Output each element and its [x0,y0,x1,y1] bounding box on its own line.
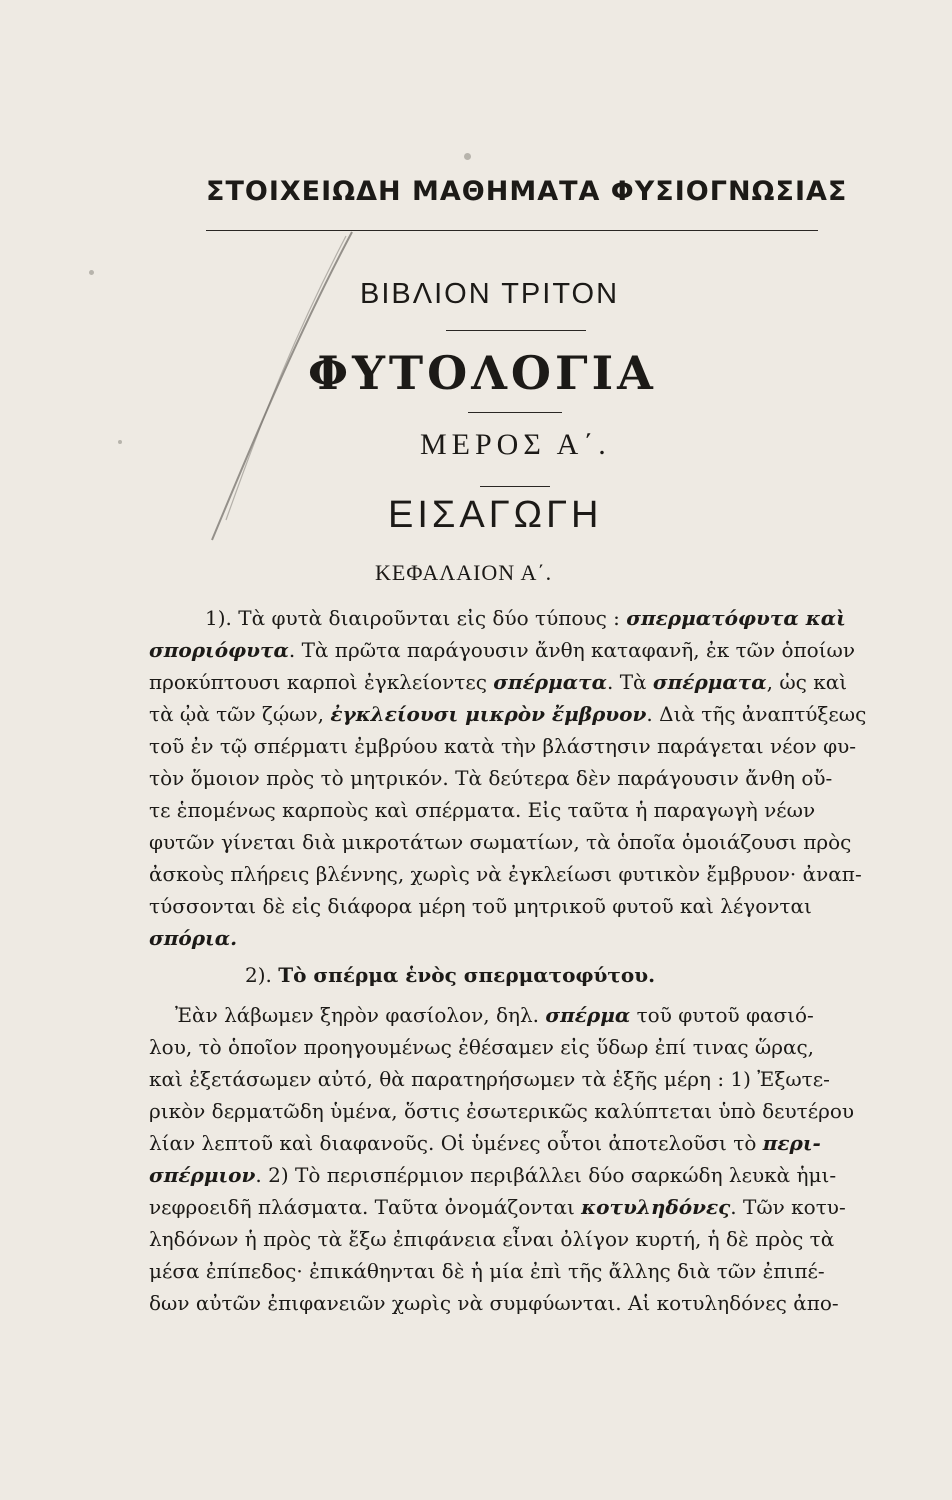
text-line: τύσσονται δὲ εἰς διάφορα μέρη τοῦ μητρικοῦ φυτοῦ καὶ λέγονται [149,894,812,918]
series-title: ΣΤΟΙΧΕΙΩΔΗ ΜΑΘΗΜΑΤΑ ΦΥΣΙΟΓΝΩΣΙΑΣ [206,176,848,207]
text-run: λίαν λεπτοῦ καὶ διαφανοῦς. Οἱ ὑμένες οὗτοι ἀποτελοῦσι τὸ [149,1131,763,1155]
text-run: προκύπτουσι καρποὶ ἐγκλείοντες [149,670,494,694]
text-line: καὶ ἐξετάσωμεν αὐτό, θὰ παρατηρήσωμεν τὰ ἑξῆς μέρη : 1) Ἐξωτε- [149,1067,830,1091]
text-run: Ἐὰν λάβωμεν ξηρὸν φασίολον, δηλ. [175,1003,546,1027]
book-number: ΒΙΒΛΙΟΝ ΤΡΙΤΟΝ [360,278,620,310]
text-run: . 2) Τὸ περισπέρμιον περιβάλλει δύο σαρκώδη λευκὰ ἡμι- [255,1163,837,1187]
term: σπέρματα [493,670,607,694]
text-line [149,1128,905,1158]
title-rule [206,230,818,231]
paper-spot [118,440,122,444]
text-line: δων αὐτῶν ἐπιφανειῶν χωρὶς νὰ συμφύωνται. Αἱ κοτυληδόνες ἀπο- [149,1291,839,1315]
chapter-heading: ΚΕΦΑΛΑΙΟΝ Α΄. [375,560,553,585]
divider [480,486,550,487]
text-line: τε ἑπομένως καρποὺς καὶ σπέρματα. Εἰς ταῦτα ἡ παραγωγὴ νέων [149,798,816,822]
text-line: τοῦ ἐν τῷ σπέρματι ἐμβρύου κατὰ τὴν βλάστησιν παράγεται νέον φυ- [149,734,856,758]
term: σπερματόφυτα [626,606,799,630]
text-line [149,1192,905,1222]
text-line: ἀσκοὺς πλήρεις βλέννης, χωρὶς νὰ ἐγκλείωσι φυτικὸν ἔμβρυον· ἀναπ- [149,862,862,886]
text-run: , ὡς καὶ [766,670,848,694]
text-run: Τὸ σπέρμα ἑνὸς σπερματοφύτου. [278,963,656,987]
term: σπέρμιον [149,1163,256,1187]
paper-spot [464,153,471,160]
text-line [149,699,905,729]
text-run: . Τῶν κοτυ- [730,1195,846,1219]
term: κοτυληδόνες [581,1195,731,1219]
text-run: 2). [245,963,279,987]
text-run: καὶ [798,606,846,630]
text-run: . Διὰ τῆς ἀναπτύξεως [646,702,867,726]
section-heading: ΕΙΣΑΓΩΓΗ [388,494,603,536]
text-line: φυτῶν γίνεται διὰ μικροτάτων σωματίων, τὰ ὁποῖα ὁμοιάζουσι πρὸς [149,830,852,854]
term: σπέρματα [652,670,767,694]
term: σποριόφυτα [149,638,289,662]
term: ἐγκλείουσι μικρὸν ἔμβρυον [330,702,647,726]
text-line [149,635,905,665]
text-line [149,667,905,697]
text-line [205,603,905,633]
divider [446,330,586,331]
text-line: μέσα ἐπίπεδος· ἐπικάθηνται δὲ ἡ μία ἐπὶ τῆς ἄλλης διὰ τῶν ἐπιπέ- [149,1259,825,1283]
paper-spot [89,270,94,275]
term: σπόρια. [149,926,238,950]
text-line: ρικὸν δερματῶδη ὑμένα, ὅστις ἐσωτερικῶς καλύπτεται ὑπὸ δευτέρου [149,1099,855,1123]
text-line: λου, τὸ ὁποῖον προηγουμένως ἐθέσαμεν εἰς ὕδωρ ἐπί τινας ὥρας, [149,1035,815,1059]
text-run: . Τὰ πρῶτα παράγουσιν ἄνθη καταφανῆ, ἐκ τῶν ὁποίων [288,638,856,662]
text-line: τὸν ὅμοιον πρὸς τὸ μητρικόν. Τὰ δεύτερα δὲν παράγουσιν ἄνθη οὔ- [149,766,833,790]
text-line [175,1000,905,1030]
text-run: νεφροειδῆ πλάσματα. Ταῦτα ὀνομάζονται [149,1195,582,1219]
text-run: 1). Τὰ φυτὰ διαιροῦνται εἰς δύο τύπους : [205,606,627,630]
text-run: τὰ ᾠὰ τῶν ζῴων, [149,702,331,726]
term: περι- [762,1131,821,1155]
subject-title: ΦΥΤΟΛΟΓΙΑ [308,346,657,400]
part-heading: ΜΕΡΟΣ Α΄. [420,428,611,461]
text-run: . Τὰ [607,670,653,694]
divider [468,412,562,413]
text-line: ληδόνων ἡ πρὸς τὰ ἔξω ἐπιφάνεια εἶναι ὀλίγον κυρτή, ἡ δὲ πρὸς τὰ [149,1227,835,1251]
text-run: τοῦ φυτοῦ φασιό- [630,1003,814,1027]
subsection-heading [245,960,905,990]
text-line [149,1160,905,1190]
term: σπέρμα [545,1003,631,1027]
